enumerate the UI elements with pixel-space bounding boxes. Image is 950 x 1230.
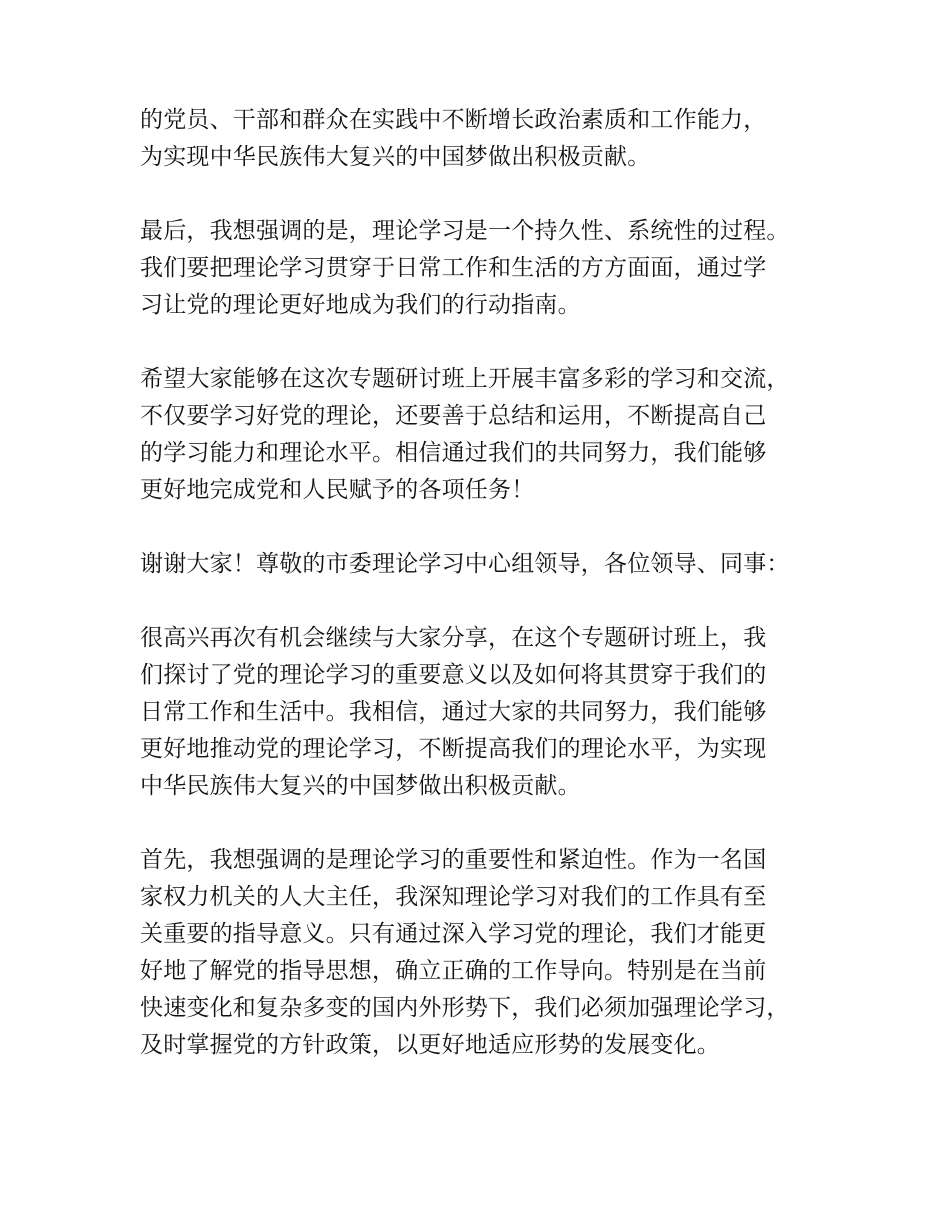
paragraph-spacer <box>140 509 890 546</box>
text-line: 为实现中华民族伟大复兴的中国梦做出积极贡献。 <box>140 144 651 170</box>
paragraph-spacer <box>140 324 890 361</box>
text-line: 更好地完成党和人民赋予的各项任务！ <box>140 477 535 503</box>
text-line: 中华民族伟大复兴的中国梦做出积极贡献。 <box>140 773 581 799</box>
text-line: 们探讨了党的理论学习的重要意义以及如何将其贯穿于我们的 <box>140 662 767 688</box>
text-line: 习让党的理论更好地成为我们的行动指南。 <box>140 292 581 318</box>
paragraph-spacer <box>140 176 890 213</box>
text-line: 的党员、干部和群众在实践中不断增长政治素质和工作能力， <box>140 107 767 133</box>
paragraph-1 <box>140 102 890 176</box>
paragraph-4 <box>140 546 890 583</box>
text-line: 谢谢大家！尊敬的市委理论学习中心组领导，各位领导、同事： <box>140 551 790 577</box>
paragraph-5 <box>140 620 890 805</box>
text-line: 不仅要学习好党的理论，还要善于总结和运用，不断提高自己 <box>140 403 767 429</box>
text-line: 好地了解党的指导思想，确立正确的工作导向。特别是在当前 <box>140 958 767 984</box>
paragraph-3 <box>140 361 890 509</box>
text-line: 首先，我想强调的是理论学习的重要性和紧迫性。作为一名国 <box>140 847 767 873</box>
paragraph-6 <box>140 842 890 1064</box>
text-line: 我们要把理论学习贯穿于日常工作和生活的方方面面，通过学 <box>140 255 767 281</box>
text-line: 希望大家能够在这次专题研讨班上开展丰富多彩的学习和交流， <box>140 366 790 392</box>
text-line: 日常工作和生活中。我相信，通过大家的共同努力，我们能够 <box>140 699 767 725</box>
paragraph-spacer <box>140 805 890 842</box>
paragraph-2 <box>140 213 890 324</box>
text-line: 关重要的指导意义。只有通过深入学习党的理论，我们才能更 <box>140 921 767 947</box>
text-line: 更好地推动党的理论学习，不断提高我们的理论水平，为实现 <box>140 736 767 762</box>
text-line: 很高兴再次有机会继续与大家分享，在这个专题研讨班上，我 <box>140 625 767 651</box>
text-line: 家权力机关的人大主任，我深知理论学习对我们的工作具有至 <box>140 884 767 910</box>
paragraph-spacer <box>140 583 890 620</box>
text-line: 最后，我想强调的是，理论学习是一个持久性、系统性的过程。 <box>140 218 790 244</box>
text-line: 及时掌握党的方针政策，以更好地适应形势的发展变化。 <box>140 1032 720 1058</box>
text-line: 快速变化和复杂多变的国内外形势下，我们必须加强理论学习， <box>140 995 790 1021</box>
text-line: 的学习能力和理论水平。相信通过我们的共同努力，我们能够 <box>140 440 767 466</box>
